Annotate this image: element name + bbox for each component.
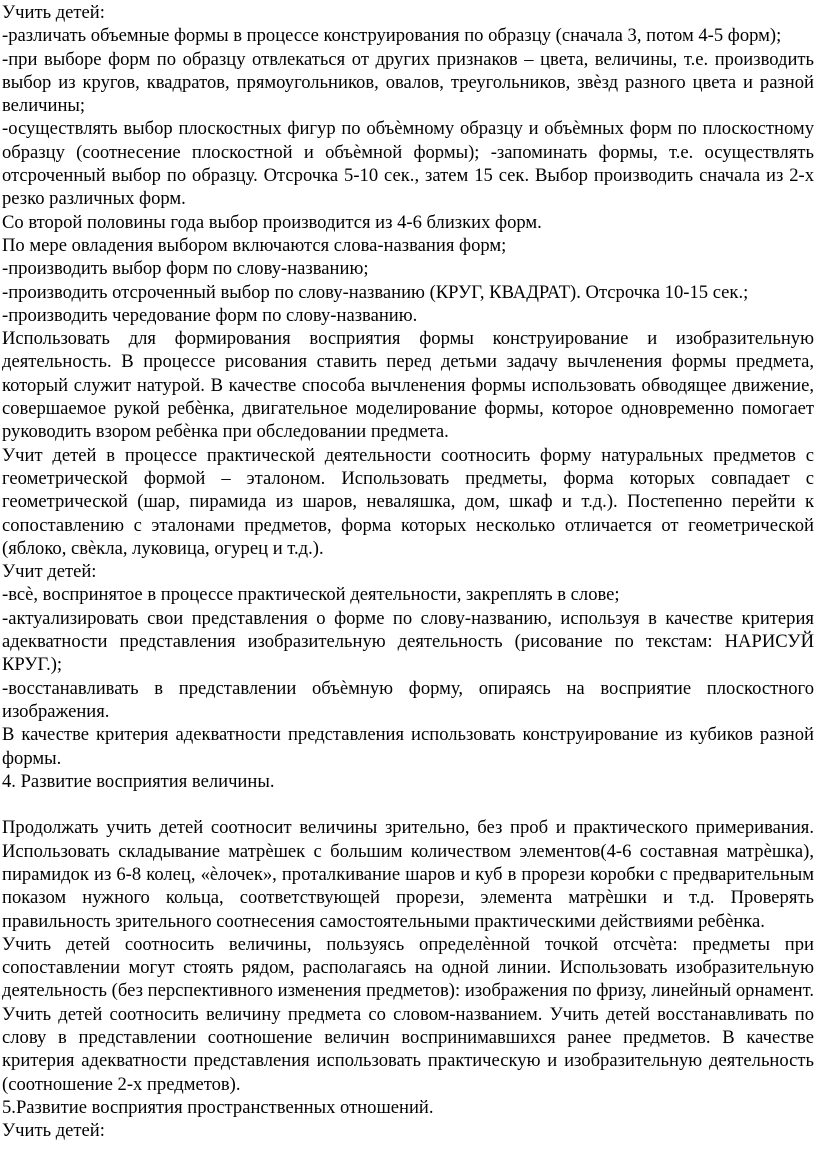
paragraph: -всѐ, воспринятое в процессе практической деятельности, закреплять в слове; [2,584,620,606]
section-heading: 5.Развитие восприятия пространственных отношений. [2,1096,434,1118]
paragraph-heading: Учить детей: [2,1120,105,1142]
paragraph: -при выборе форм по образцу отвлекаться от других признаков – цвета, величины, т.е. производить выбор из кругов, квадратов, прямоугольников, овалов, треугольников, звѐзд разного цвета и разной величины; [2,48,814,117]
paragraph: Продолжать учить детей соотносит величины зрительно, без проб и практического примеривания. Использовать складывание матрѐшек с большим количеством элементов(4-6 составная матрѐшка), пирамидок из 6-8 колец, «ѐлочек», проталкивание шаров и куб в прорези коробки с предварительным показом нужного кольца, соответствующей прорези, элемента матрѐшки и т.д. Проверять правильность зрительного соотнесения самостоятельными практическими действиями ребѐнка. [2,817,814,932]
paragraph: Учит детей в процессе практической деятельности соотносить форму натуральных предметов с геометрической формой – эталоном. Использовать предметы, форма которых совпадает с геометрической (шар, пирамида из шаров, неваляшка, дом, шкаф и т.д.). Постепенно перейти к сопоставлению с эталонами предметов, форма которых несколько отличается от геометрической (яблоко, свѐкла, луковица, огурец и т.д.). [2,444,814,559]
paragraph: -различать объемные формы в процессе конструирования по образцу (сначала 3, потом 4-5 форм); [2,25,782,47]
paragraph: Использовать для формирования восприятия формы конструирование и изобразительную деятельность. В процессе рисования ставить перед детьми задачу вычленения формы предмета, который служит натурой. В качестве способа вычленения формы использовать обводящее движение, совершаемое рукой ребѐнка, двигательное моделирование формы, которое одновременно помогает руководить взором ребѐнка при обследовании предмета. [2,328,814,443]
paragraph: -производить выбор форм по слову-названию; [2,258,369,280]
blank-line [2,793,814,816]
paragraph-heading: Учит детей: [2,561,97,583]
paragraph: Учить детей соотносить величины, пользуясь определѐнной точкой отсчѐта: предметы при сопоставлении могут стоять рядом, располагаясь на одной линии. Использовать изобразительную деятельность (без перспективного изменения предметов): изображения по фризу, линейный орнамент. Учить детей соотносить величину предмета со словом-названием. Учить детей восстанавливать по слову в представлении соотношение величин воспринимавшихся ранее предметов. В качестве критерия адекватности представления использовать практическую и изобразительную деятельность (соотношение 2-х предметов). [2,933,814,1095]
paragraph: В качестве критерия адекватности представления использовать конструирование из кубиков разной формы. [2,724,814,769]
paragraph: -производить чередование форм по слову-названию. [2,304,418,326]
paragraph: Со второй половины года выбор производится из 4-6 близких форм. [2,211,542,233]
paragraph: -осуществлять выбор плоскостных фигур по объѐмному образцу и объѐмных форм по плоскостному образцу (соотнесение плоскостной и объѐмной формы); -запоминать формы, т.е. осуществлять отсроченный выбор по образцу. Отсрочка 5-10 сек., затем 15 сек. Выбор производить сначала из 2-х резко различных форм. [2,118,814,210]
paragraph: -актуализировать свои представления о форме по слову-названию, используя в качестве критерия адекватности представления изобразительную деятельность (рисование по текстам: НАРИСУЙ КРУГ.); [2,607,814,676]
section-heading: 4. Развитие восприятия величины. [2,770,275,792]
paragraph: -восстанавливать в представлении объѐмную форму, опираясь на восприятие плоскостного изображения. [2,677,814,722]
paragraph: -производить отсроченный выбор по слову-названию (КРУГ, КВАДРАТ). Отсрочка 10-15 сек.; [2,281,749,303]
paragraph-heading: Учить детей: [2,2,105,23]
paragraph: По мере овладения выбором включаются слова-названия форм; [2,234,507,256]
